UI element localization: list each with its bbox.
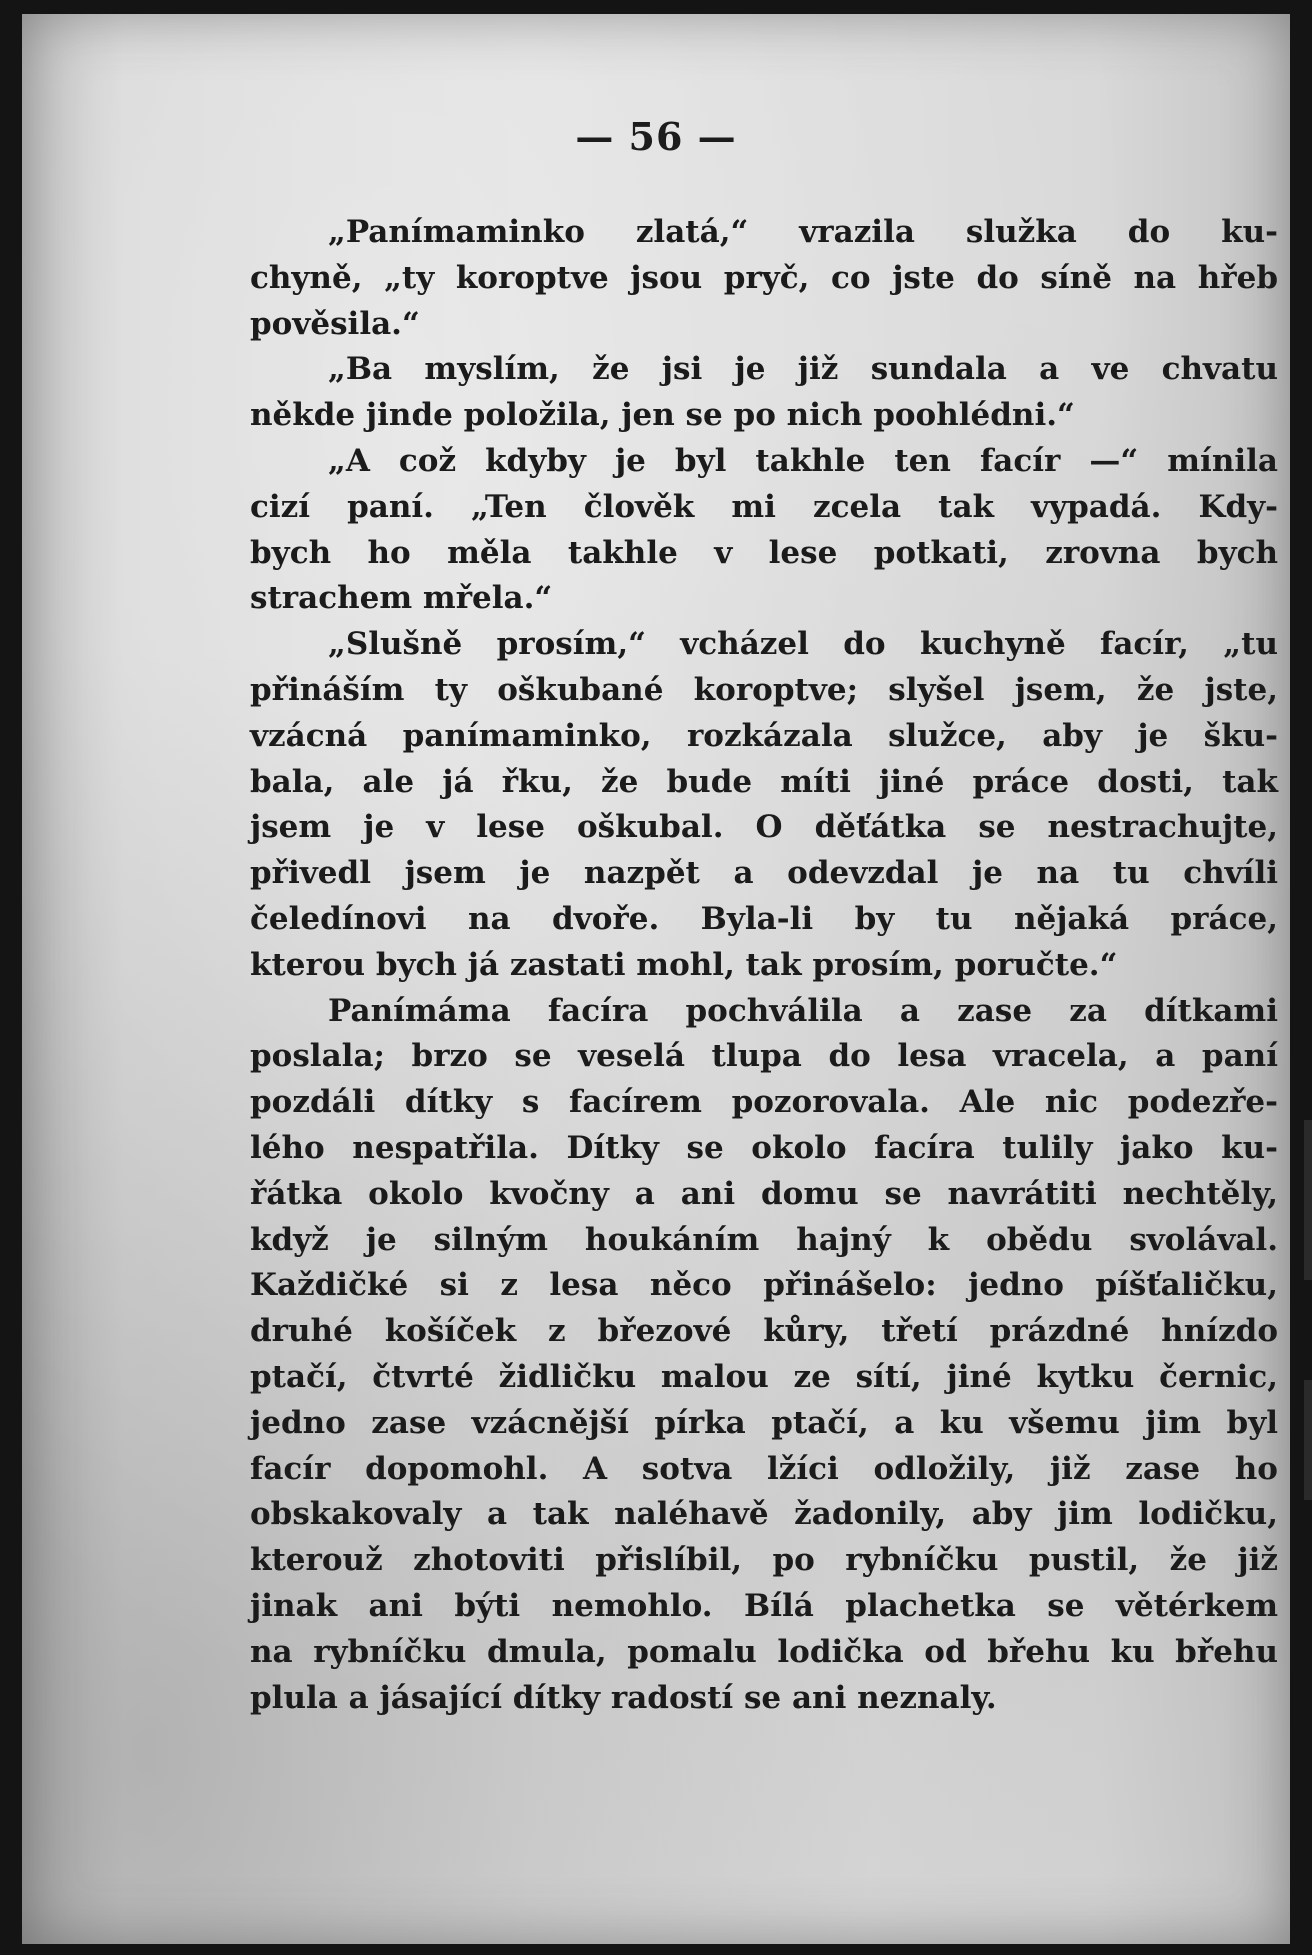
- text-line: poslala; brzo se veselá tlupa do lesa vracela, a paní: [250, 1038, 1278, 1075]
- text-line: Panímáma facíra pochválila a zase za dítkami: [328, 992, 1278, 1029]
- text-line: facír dopomohl. A sotva lžíci odložily, již zase ho: [250, 1450, 1278, 1487]
- text-line: bala, ale já řku, že bude míti jiné práce dosti, tak: [250, 763, 1278, 800]
- text-line: vzácná panímaminko, rozkázala služce, aby je šku-: [250, 717, 1278, 754]
- text-line: lého nespatřila. Dítky se okolo facíra tulily jako ku-: [250, 1129, 1278, 1166]
- text-line: kterou bych já zastati mohl, tak prosím, poručte.“: [250, 946, 1118, 983]
- text-line: plula a jásající dítky radostí se ani neznaly.: [250, 1679, 997, 1716]
- text-line: ptačí, čtvrté židličku malou ze sítí, jiné kytku černic,: [250, 1358, 1278, 1395]
- text-line: přináším ty oškubané koroptve; slyšel jsem, že jste,: [250, 671, 1278, 708]
- text-line: bych ho měla takhle v lese potkati, zrovna bych: [250, 534, 1278, 571]
- page-edge-shadow: [1304, 1120, 1312, 1280]
- text-line: jinak ani býti nemohlo. Bílá plachetka se větérkem: [250, 1587, 1278, 1624]
- text-line: pozdáli dítky s facírem pozorovala. Ale nic podezře-: [250, 1084, 1278, 1121]
- text-line: někde jinde položila, jen se po nich poohlédni.“: [250, 397, 1075, 434]
- text-line: „Slušně prosím,“ vcházel do kuchyně facír, „tu: [328, 626, 1278, 663]
- text-line: Každičké si z lesa něco přinášelo: jedno píšťaličku,: [250, 1267, 1278, 1304]
- text-line: „Panímaminko zlatá,“ vrazila služka do ku-: [328, 214, 1278, 250]
- text-line: pověsila.“: [250, 305, 420, 342]
- text-line: kterouž zhotoviti přislíbil, po rybníčku pustil, že již: [250, 1542, 1278, 1579]
- text-line: druhé košíček z březové kůry, třetí prázdné hnízdo: [250, 1313, 1278, 1350]
- text-line: strachem mřela.“: [250, 580, 553, 617]
- text-line: cizí paní. „Ten člověk mi zcela tak vypadá. Kdy-: [250, 488, 1278, 525]
- text-line: jsem je v lese oškubal. O děťátka se nestrachujte,: [250, 809, 1278, 846]
- text-line: „A což kdyby je byl takhle ten facír —“ mínila: [328, 442, 1278, 479]
- text-line: přivedl jsem je nazpět a odevzdal je na tu chvíli: [250, 855, 1278, 892]
- text-line: řátka okolo kvočny a ani domu se navrátiti nechtěly,: [250, 1175, 1278, 1212]
- book-page: [22, 14, 1290, 1944]
- text-line: „Ba myslím, že jsi je již sundala a ve chvatu: [328, 351, 1278, 388]
- text-line: když je silným houkáním hajný k obědu svolával.: [250, 1221, 1278, 1258]
- text-line: na rybníčku dmula, pomalu lodička od břehu ku břehu: [250, 1633, 1278, 1670]
- page-edge-shadow: [1304, 1380, 1312, 1500]
- text-line: jedno zase vzácnější pírka ptačí, a ku všemu jim byl: [250, 1404, 1278, 1441]
- text-line: chyně, „ty koroptve jsou pryč, co jste do síně na hřeb: [250, 259, 1278, 296]
- body-text: [250, 210, 1278, 1721]
- text-line: čeledínovi na dvoře. Byla-li by tu nějaká práce,: [250, 900, 1278, 937]
- text-line: obskakovaly a tak naléhavě žadonily, aby jim lodičku,: [250, 1496, 1278, 1533]
- page-number: — 56 —: [575, 114, 737, 159]
